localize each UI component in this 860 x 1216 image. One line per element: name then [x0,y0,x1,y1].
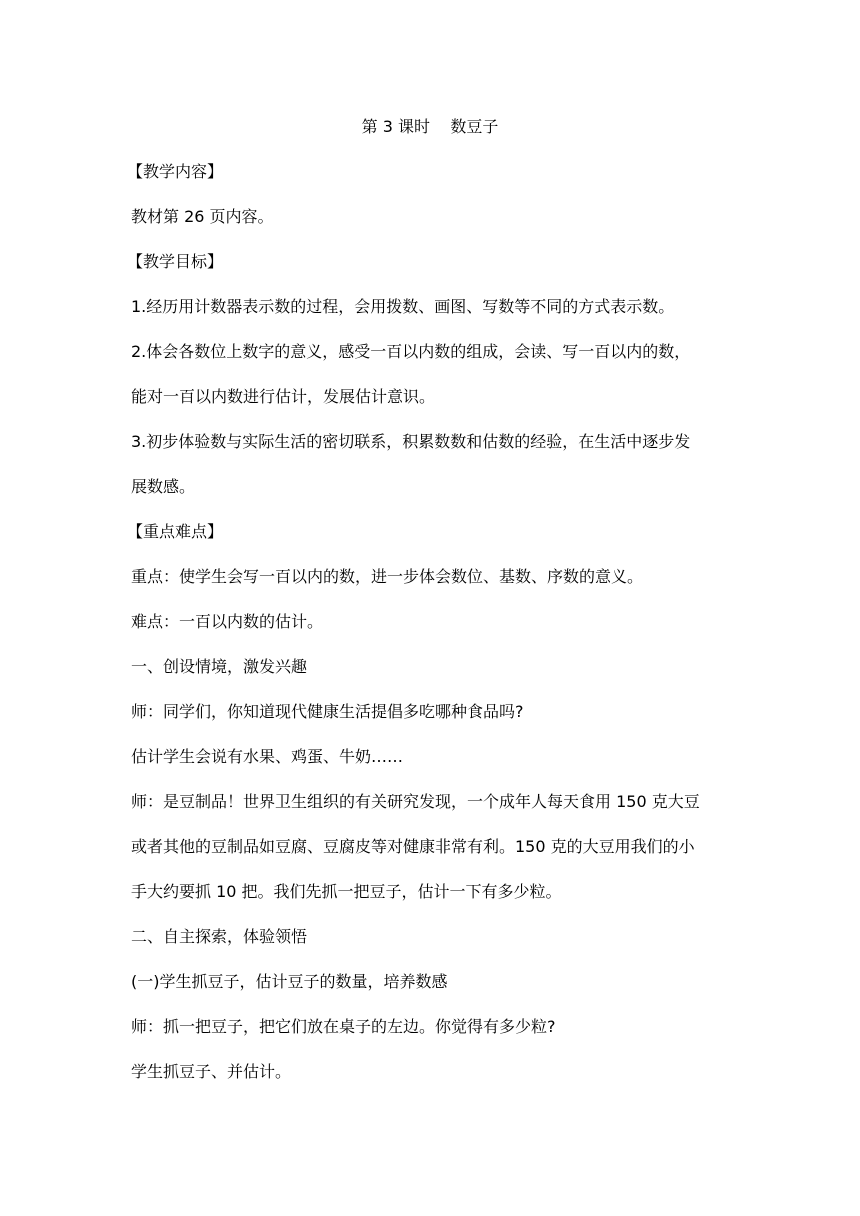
section-heading-step-two: 二、自主探索，体验领悟 [131,927,308,946]
paragraph-line: 手大约要抓 10 把。我们先抓一把豆子，估计一下有多少粒。 [131,882,562,901]
paragraph-line: 1.经历用计数器表示数的过程，会用拨数、画图、写数等不同的方式表示数。 [131,297,675,316]
paragraph-line: 师：是豆制品！世界卫生组织的有关研究发现，一个成年人每天食用 150 克大豆 [131,792,700,811]
section-heading-teaching-content: 【教学内容】 [127,162,224,181]
paragraph-line: 教材第 26 页内容。 [131,207,274,226]
paragraph-line: (一)学生抓豆子，估计豆子的数量，培养数感 [131,972,448,991]
paragraph-line: 难点：一百以内数的估计。 [131,612,324,631]
document-body [127,158,741,1103]
paragraph-line: 3.初步体验数与实际生活的密切联系，积累数数和估数的经验，在生活中逐步发 [131,432,691,451]
paragraph-line: 展数感。 [131,477,196,496]
paragraph-line: 师：同学们，你知道现代健康生活提倡多吃哪种食品吗? [131,702,524,721]
paragraph-line: 重点：使学生会写一百以内的数，进一步体会数位、基数、序数的意义。 [131,567,644,586]
lesson-title: 第 3 课时 数豆子 [361,117,499,136]
section-heading-key-difficulties: 【重点难点】 [127,522,224,541]
paragraph-line: 估计学生会说有水果、鸡蛋、牛奶…… [131,747,404,766]
paragraph-line: 2.体会各数位上数字的意义，感受一百以内数的组成，会读、写一百以内的数， [131,342,691,361]
section-heading-step-one: 一、创设情境，激发兴趣 [131,657,308,676]
section-heading-teaching-goals: 【教学目标】 [127,252,224,271]
paragraph-line: 学生抓豆子、并估计。 [131,1062,292,1081]
paragraph-line: 能对一百以内数进行估计，发展估计意识。 [131,387,436,406]
paragraph-line: 师：抓一把豆子，把它们放在桌子的左边。你觉得有多少粒? [131,1017,556,1036]
paragraph-line: 或者其他的豆制品如豆腐、豆腐皮等对健康非常有利。150 克的大豆用我们的小 [131,837,695,856]
